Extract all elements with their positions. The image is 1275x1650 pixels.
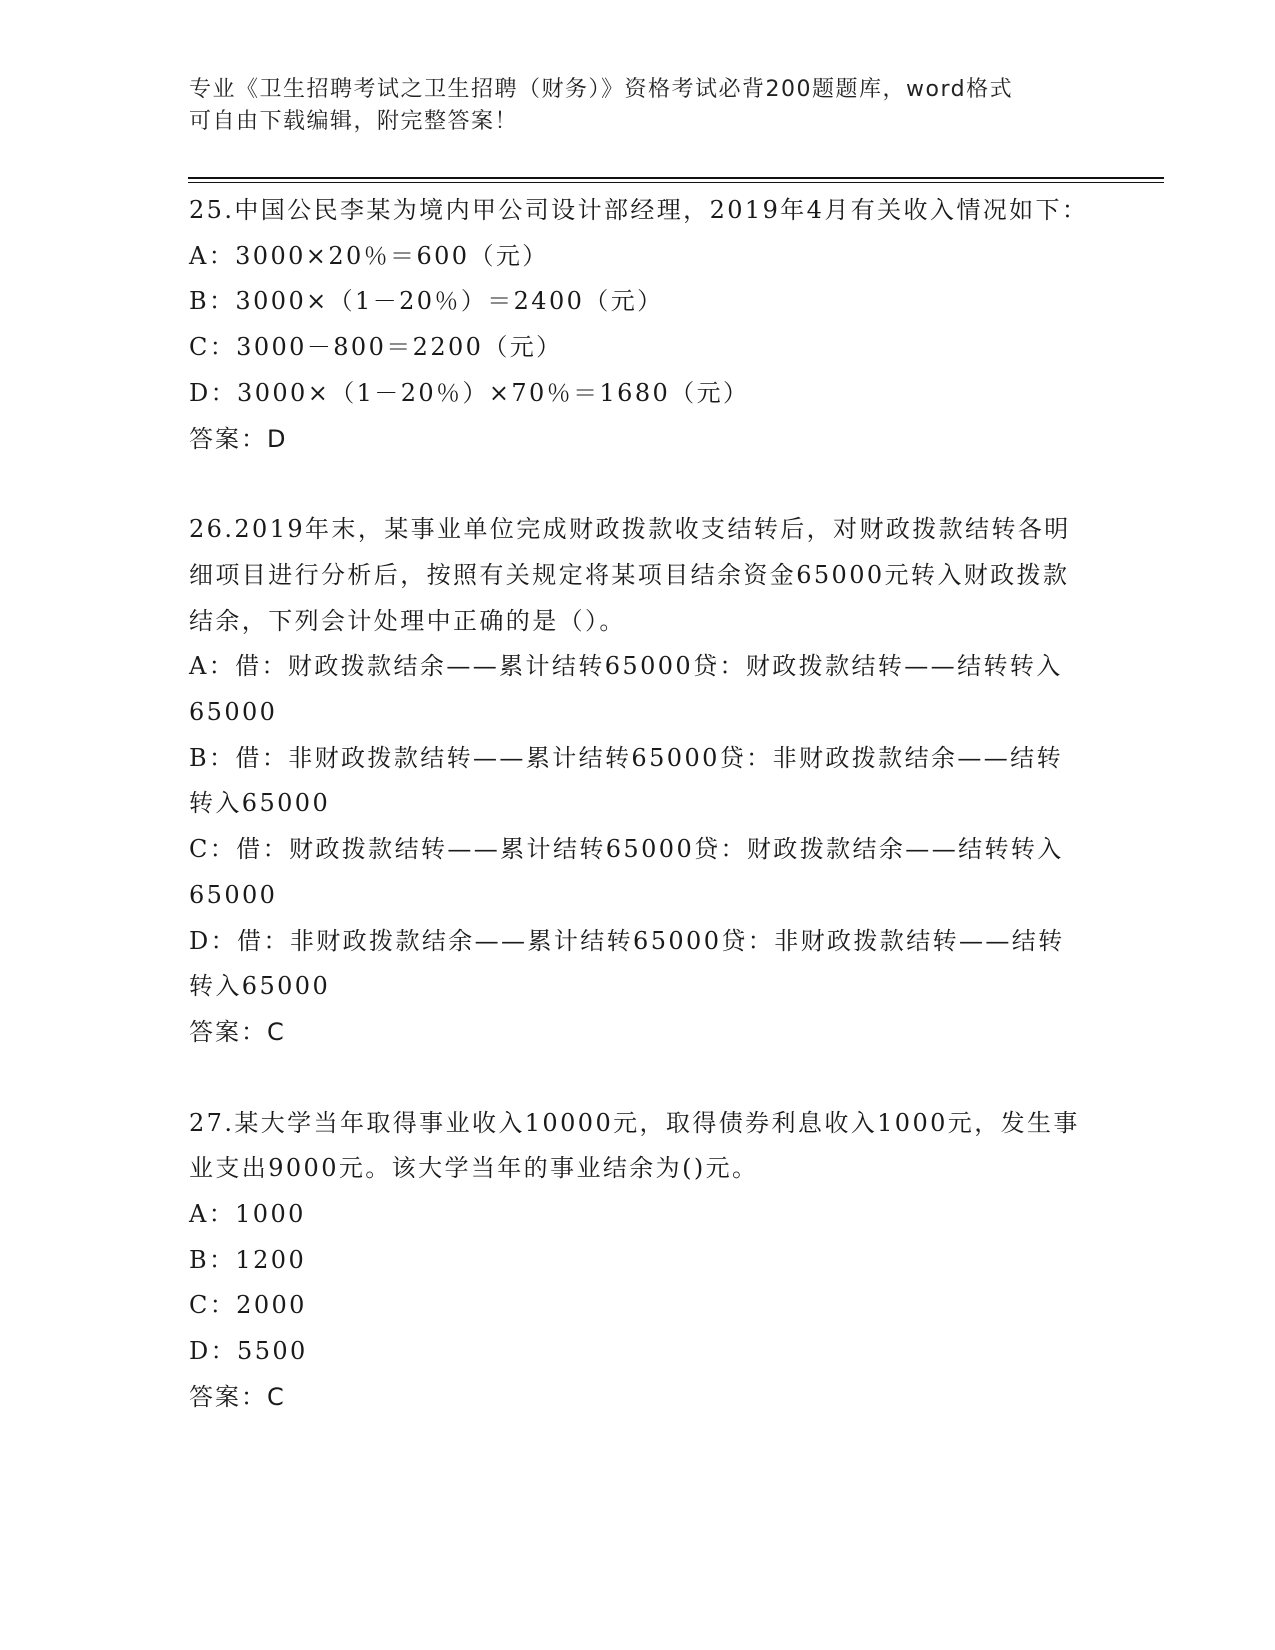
question-spacer [189, 1056, 1089, 1101]
question-spacer [189, 462, 1089, 507]
question-26 [189, 507, 1089, 1055]
option-b: B：3000×（1－20％）＝2400（元） [189, 287, 664, 316]
document-header [189, 74, 1089, 138]
option-b: B：1200 [189, 1245, 307, 1274]
option-c: C：借：财政拨款结转——累计结转65000贷：财政拨款结余——结转转入65000 [189, 835, 1064, 909]
option-d: D：5500 [189, 1337, 308, 1366]
header-divider-thick [188, 177, 1164, 179]
option-d: D：3000×（1－20％）×70％＝1680（元） [189, 378, 750, 407]
question-27 [189, 1101, 1089, 1421]
question-25 [189, 188, 1089, 462]
question-stem: 26.2019年末，某事业单位完成财政拨款收支结转后，对财政拨款结转各明细项目进行分析后，按照有关规定将某项目结余资金65000元转入财政拨款结余，下列会计处理中正确的是（）。 [189, 515, 1071, 635]
answer: 答案：C [189, 1382, 286, 1411]
option-b: B：借：非财政拨款结转——累计结转65000贷：非财政拨款结余——结转转入65000 [189, 743, 1063, 818]
question-stem: 25.中国公民李某为境内甲公司设计部经理，2019年4月有关收入情况如下： [189, 196, 1089, 224]
answer: 答案：C [189, 1017, 286, 1046]
answer: 答案：D [189, 424, 288, 453]
header-line-2: 可自由下载编辑，附完整答案！ [189, 109, 519, 134]
option-d: D：借：非财政拨款结余——累计结转65000贷：非财政拨款结转——结转转入65000 [189, 926, 1065, 1001]
option-a: A：借：财政拨款结余——累计结转65000贷：财政拨款结转——结转转入65000 [189, 652, 1063, 727]
question-list [189, 188, 1089, 1421]
option-a: A：1000 [189, 1200, 306, 1229]
option-a: A：3000×20％＝600（元） [189, 241, 549, 270]
option-c: C：3000－800＝2200（元） [189, 333, 563, 362]
header-divider-thin [188, 182, 1164, 183]
question-stem: 27.某大学当年取得事业收入10000元，取得债券利息收入1000元，发生事业支出9000元。该大学当年的事业结余为()元。 [189, 1108, 1080, 1183]
option-c: C：2000 [189, 1291, 307, 1320]
header-line-1: 专业《卫生招聘考试之卫生招聘（财务）》资格考试必背200题题库，word格式 [189, 77, 1014, 102]
